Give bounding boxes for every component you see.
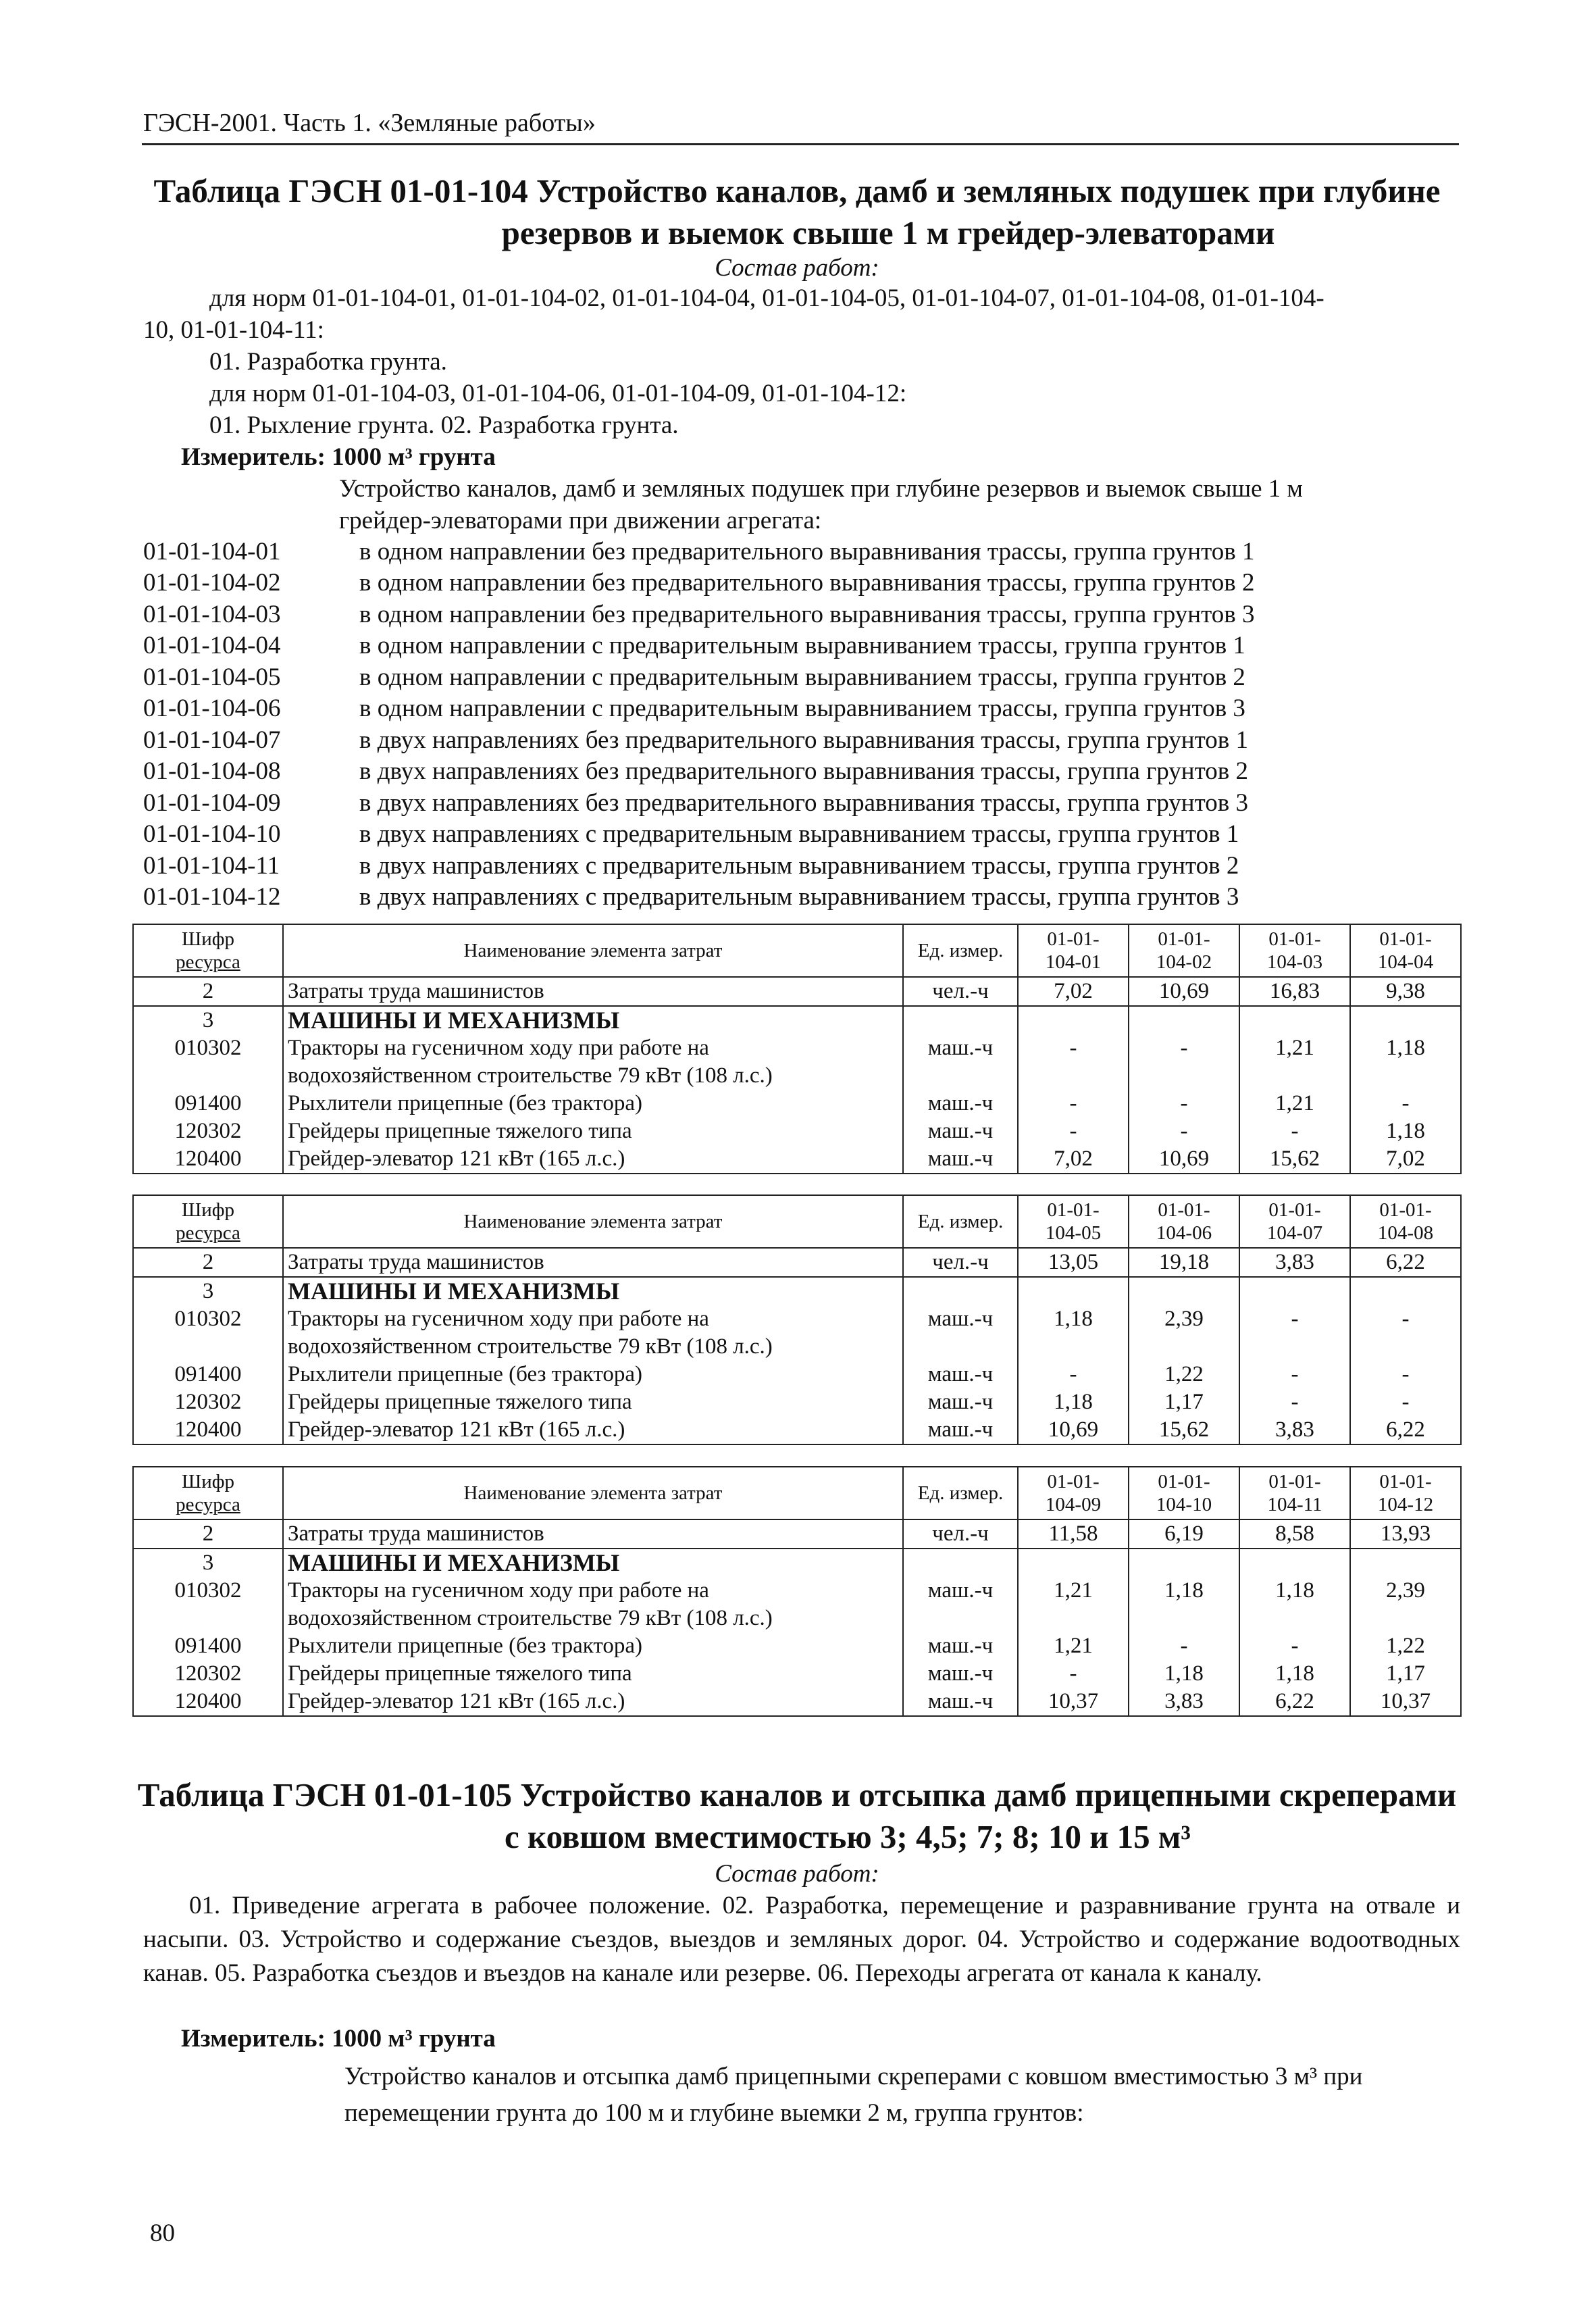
page-number: 80 <box>150 2219 175 2247</box>
header-shifr <box>133 1195 283 1248</box>
composition-line: 01. Разработка грунта. <box>209 348 447 376</box>
section-row <box>133 1277 1461 1305</box>
table-row <box>133 1519 1461 1549</box>
norm-description: в одном направлении с предварительным выравниванием трассы, группа грунтов 3 <box>359 695 1245 723</box>
row-value: 3,83 <box>1239 1248 1350 1277</box>
header-norm-code <box>1350 1467 1461 1519</box>
table-104-title-line2: резервов и выемок свыше 1 м грейдер-элеваторами <box>501 214 1275 251</box>
norm-code: 01-01-104-07 <box>143 726 281 754</box>
header-shifr <box>133 924 283 977</box>
row-name <box>283 1388 903 1416</box>
header-norm-code-line: 104-05 <box>1045 1222 1102 1244</box>
norm-description: в одном направлении без предварительного выравнивания трассы, группа грунтов 1 <box>359 537 1255 565</box>
header-shifr <box>133 1467 283 1519</box>
empty-cell <box>1018 1549 1129 1577</box>
header-shifr-line: Шифр <box>181 1471 235 1492</box>
table-row <box>133 1688 1461 1716</box>
row-unit: маш.-ч <box>903 1632 1018 1660</box>
row-value: 10,69 <box>1129 1145 1239 1174</box>
row-unit: маш.-ч <box>903 1034 1018 1090</box>
row-value: 1,22 <box>1350 1632 1461 1660</box>
row-value: 1,17 <box>1350 1660 1461 1688</box>
row-unit: маш.-ч <box>903 1117 1018 1145</box>
table-row <box>133 1632 1461 1660</box>
norm-item <box>143 630 1460 662</box>
row-value: - <box>1129 1117 1239 1145</box>
row-value: 1,22 <box>1129 1361 1239 1388</box>
composition-paragraph <box>143 1889 1460 1990</box>
norm-item <box>143 693 1460 725</box>
table-row <box>133 1416 1461 1444</box>
row-value: - <box>1350 1388 1461 1416</box>
header-norm-code-line: 104-09 <box>1045 1494 1102 1515</box>
section-code: 3 <box>133 1277 283 1305</box>
row-value: 6,22 <box>1350 1248 1461 1277</box>
row-name <box>283 1577 903 1632</box>
row-name <box>283 1117 903 1145</box>
empty-cell <box>903 1006 1018 1034</box>
norm-description: в одном направлении с предварительным выравниванием трассы, группа грунтов 2 <box>359 663 1245 691</box>
norm-code: 01-01-104-04 <box>143 632 281 660</box>
row-value: - <box>1350 1305 1461 1361</box>
header-norm-code-line: 01-01- <box>1158 928 1210 950</box>
row-value: 7,02 <box>1018 1145 1129 1174</box>
norm-item <box>143 882 1460 913</box>
row-value: 1,18 <box>1350 1117 1461 1145</box>
row-name-line: Грейдер-элеватор 121 кВт (165 л.с.) <box>288 1417 625 1442</box>
row-value: 6,22 <box>1350 1416 1461 1444</box>
row-value: 15,62 <box>1239 1145 1350 1174</box>
row-value: 1,21 <box>1018 1632 1129 1660</box>
header-norm-code-line: 104-08 <box>1377 1222 1434 1244</box>
resource-table <box>132 924 1462 1174</box>
row-name <box>283 1305 903 1361</box>
row-unit: маш.-ч <box>903 1090 1018 1117</box>
row-name <box>283 1416 903 1444</box>
norm-code: 01-01-104-01 <box>143 537 281 565</box>
row-value: 10,69 <box>1129 977 1239 1006</box>
row-unit: маш.-ч <box>903 1388 1018 1416</box>
section-code: 3 <box>133 1006 283 1034</box>
header-unit: Ед. измер. <box>903 1467 1018 1519</box>
row-unit: чел.-ч <box>903 977 1018 1006</box>
header-name: Наименование элемента затрат <box>283 1467 903 1519</box>
norm-item <box>143 536 1460 568</box>
norm-code: 01-01-104-11 <box>143 851 280 880</box>
row-value: 10,69 <box>1018 1416 1129 1444</box>
header-norm-code-line: 104-10 <box>1156 1494 1212 1515</box>
header-name: Наименование элемента затрат <box>283 1195 903 1248</box>
header-shifr-line: ресурса <box>176 1222 240 1244</box>
norm-description: в двух направлениях с предварительным выравниванием трассы, группа грунтов 3 <box>359 883 1239 911</box>
header-norm-code-line: 104-01 <box>1045 951 1102 973</box>
norm-code: 01-01-104-12 <box>143 883 281 911</box>
row-unit: чел.-ч <box>903 1519 1018 1549</box>
table-header-row <box>133 1195 1461 1248</box>
row-code: 091400 <box>133 1090 283 1117</box>
row-value: - <box>1018 1117 1129 1145</box>
row-code: 2 <box>133 1519 283 1549</box>
header-norm-code <box>1239 924 1350 977</box>
norm-item <box>143 850 1460 882</box>
empty-cell <box>1239 1549 1350 1577</box>
row-value: - <box>1129 1632 1239 1660</box>
table-row <box>133 1090 1461 1117</box>
row-value: 7,02 <box>1018 977 1129 1006</box>
norm-code: 01-01-104-09 <box>143 788 281 817</box>
norm-item <box>143 787 1460 819</box>
norm-description: в двух направлениях без предварительного выравнивания трассы, группа грунтов 2 <box>359 757 1248 786</box>
row-unit: маш.-ч <box>903 1688 1018 1716</box>
row-value: 1,18 <box>1129 1660 1239 1688</box>
header-norm-code-line: 104-03 <box>1266 951 1323 973</box>
row-value: - <box>1239 1305 1350 1361</box>
row-value: - <box>1018 1660 1129 1688</box>
header-unit: Ед. измер. <box>903 1195 1018 1248</box>
row-value: - <box>1350 1090 1461 1117</box>
header-norm-code <box>1239 1467 1350 1519</box>
empty-cell <box>1018 1006 1129 1034</box>
row-value: 1,17 <box>1129 1388 1239 1416</box>
row-code: 2 <box>133 1248 283 1277</box>
composition-label: Состав работ: <box>715 254 879 282</box>
resource-table <box>132 1194 1462 1445</box>
table-105-title-line2: с ковшом вместимостью 3; 4,5; 7; 8; 10 и 15 м³ <box>504 1818 1191 1855</box>
row-code: 120400 <box>133 1416 283 1444</box>
intro-line: Устройство каналов и отсыпка дамб прицепными скреперами с ковшом вместимостью 3 м³ при <box>344 2063 1363 2090</box>
row-value: 16,83 <box>1239 977 1350 1006</box>
norm-item <box>143 599 1460 630</box>
header-norm-code <box>1018 1195 1129 1248</box>
header-norm-code-line: 104-06 <box>1156 1222 1212 1244</box>
table-row <box>133 977 1461 1006</box>
row-value: - <box>1129 1090 1239 1117</box>
row-value: 8,58 <box>1239 1519 1350 1549</box>
norm-item <box>143 661 1460 693</box>
row-value: 13,93 <box>1350 1519 1461 1549</box>
section-row <box>133 1006 1461 1034</box>
row-value: 3,83 <box>1129 1688 1239 1716</box>
table-row <box>133 1034 1461 1090</box>
table-105-title-line1: Таблица ГЭСН 01-01-105 Устройство каналов и отсыпка дамб прицепными скреперами <box>137 1776 1457 1813</box>
table-row <box>133 1117 1461 1145</box>
norm-code: 01-01-104-05 <box>143 663 281 691</box>
row-code: 120302 <box>133 1660 283 1688</box>
row-value: - <box>1350 1361 1461 1388</box>
row-name-line: Рыхлители прицепные (без трактора) <box>288 1091 642 1115</box>
table-row <box>133 1145 1461 1174</box>
row-value: 15,62 <box>1129 1416 1239 1444</box>
row-name-line: Грейдер-элеватор 121 кВт (165 л.с.) <box>288 1147 625 1171</box>
row-value: 1,18 <box>1018 1388 1129 1416</box>
table-row <box>133 1361 1461 1388</box>
row-value: - <box>1018 1361 1129 1388</box>
header-norm-code <box>1018 924 1129 977</box>
row-name-line: водохозяйственном строительстве 79 кВт (108 л.с.) <box>288 1334 773 1359</box>
table-row <box>133 1305 1461 1361</box>
row-value: - <box>1239 1117 1350 1145</box>
row-unit: маш.-ч <box>903 1416 1018 1444</box>
norm-item <box>143 568 1460 599</box>
header-norm-code <box>1239 1195 1350 1248</box>
header-norm-code-line: 104-04 <box>1377 951 1434 973</box>
row-name: Затраты труда машинистов <box>283 1248 903 1277</box>
norm-item <box>143 819 1460 851</box>
row-code: 010302 <box>133 1305 283 1361</box>
section-row <box>133 1549 1461 1577</box>
empty-cell <box>1018 1277 1129 1305</box>
row-code: 010302 <box>133 1034 283 1090</box>
row-name-line: водохозяйственном строительстве 79 кВт (108 л.с.) <box>288 1606 773 1630</box>
row-name-line: Грейдеры прицепные тяжелого типа <box>288 1119 632 1143</box>
table-105-title <box>135 1774 1459 1858</box>
row-value: 7,02 <box>1350 1145 1461 1174</box>
row-name-line: Рыхлители прицепные (без трактора) <box>288 1634 642 1658</box>
header-norm-code-line: 01-01- <box>1379 1471 1432 1492</box>
row-name-line: Грейдеры прицепные тяжелого типа <box>288 1661 632 1686</box>
row-value: 2,39 <box>1129 1305 1239 1361</box>
row-value: 1,18 <box>1239 1577 1350 1632</box>
row-value: 13,05 <box>1018 1248 1129 1277</box>
composition-line: для норм 01-01-104-03, 01-01-104-06, 01-01-104-09, 01-01-104-12: <box>209 380 907 407</box>
table-row <box>133 1248 1461 1277</box>
norm-description: в двух направлениях с предварительным выравниванием трассы, группа грунтов 2 <box>359 851 1239 880</box>
row-unit: чел.-ч <box>903 1248 1018 1277</box>
composition-label: Состав работ: <box>715 1860 879 1888</box>
row-value: 9,38 <box>1350 977 1461 1006</box>
header-norm-code-line: 01-01- <box>1158 1471 1210 1492</box>
header-norm-code-line: 104-12 <box>1377 1494 1434 1515</box>
row-unit: маш.-ч <box>903 1305 1018 1361</box>
header-norm-code-line: 104-02 <box>1156 951 1212 973</box>
measure-unit: Измеритель: 1000 м³ грунта <box>181 2025 496 2053</box>
row-name <box>283 1660 903 1688</box>
norm-description: в одном направлении без предварительного выравнивания трассы, группа грунтов 2 <box>359 569 1255 597</box>
row-unit: маш.-ч <box>903 1660 1018 1688</box>
row-name-line: Тракторы на гусеничном ходу при работе на <box>288 1578 709 1603</box>
row-value: 1,18 <box>1350 1034 1461 1090</box>
table-row <box>133 1660 1461 1688</box>
row-name <box>283 1688 903 1716</box>
header-norm-code-line: 01-01- <box>1158 1199 1210 1221</box>
table-row <box>133 1577 1461 1632</box>
row-name-line: Грейдер-элеватор 121 кВт (165 л.с.) <box>288 1689 625 1713</box>
row-code: 120400 <box>133 1688 283 1716</box>
row-name-line: водохозяйственном строительстве 79 кВт (108 л.с.) <box>288 1063 773 1088</box>
norm-code: 01-01-104-03 <box>143 600 281 628</box>
norm-description: в двух направлениях без предварительного выравнивания трассы, группа грунтов 1 <box>359 726 1248 754</box>
composition-line: для норм 01-01-104-01, 01-01-104-02, 01-01-104-04, 01-01-104-05, 01-01-104-07, 01-01-104-08, 01-01-104- <box>209 284 1324 312</box>
norm-code: 01-01-104-08 <box>143 757 281 786</box>
row-code: 091400 <box>133 1361 283 1388</box>
table-row <box>133 1388 1461 1416</box>
empty-cell <box>1350 1277 1461 1305</box>
header-norm-code-line: 01-01- <box>1047 1471 1100 1492</box>
row-value: 6,22 <box>1239 1688 1350 1716</box>
empty-cell <box>1350 1006 1461 1034</box>
composition-line: 01. Рыхление грунта. 02. Разработка грунта. <box>209 411 679 439</box>
empty-cell <box>903 1277 1018 1305</box>
norm-code: 01-01-104-02 <box>143 569 281 597</box>
row-value: 1,18 <box>1018 1305 1129 1361</box>
table-104-title-line1: Таблица ГЭСН 01-01-104 Устройство каналов, дамб и земляных подушек при глубине <box>153 172 1441 209</box>
section-name: МАШИНЫ И МЕХАНИЗМЫ <box>283 1277 903 1305</box>
row-code: 120302 <box>133 1388 283 1416</box>
empty-cell <box>1129 1006 1239 1034</box>
row-value: - <box>1018 1090 1129 1117</box>
header-norm-code-line: 01-01- <box>1379 1199 1432 1221</box>
row-value: 1,21 <box>1239 1090 1350 1117</box>
row-value: - <box>1239 1632 1350 1660</box>
row-name <box>283 1145 903 1174</box>
row-unit: маш.-ч <box>903 1577 1018 1632</box>
row-value: - <box>1018 1034 1129 1090</box>
row-value: 11,58 <box>1018 1519 1129 1549</box>
header-norm-code-line: 01-01- <box>1268 1199 1321 1221</box>
norm-item <box>143 724 1460 756</box>
empty-cell <box>1239 1006 1350 1034</box>
header-norm-code-line: 104-07 <box>1266 1222 1323 1244</box>
header-shifr-line: ресурса <box>176 951 240 973</box>
section-name: МАШИНЫ И МЕХАНИЗМЫ <box>283 1006 903 1034</box>
header-norm-code-line: 104-11 <box>1267 1494 1322 1515</box>
empty-cell <box>903 1549 1018 1577</box>
header-norm-code <box>1350 1195 1461 1248</box>
norm-item <box>143 756 1460 788</box>
section-name: МАШИНЫ И МЕХАНИЗМЫ <box>283 1549 903 1577</box>
table-header-row <box>133 924 1461 977</box>
resource-table <box>132 1466 1462 1717</box>
row-name: Затраты труда машинистов <box>283 1519 903 1549</box>
running-header: ГЭСН-2001. Часть 1. «Земляные работы» <box>143 109 596 137</box>
row-code: 2 <box>133 977 283 1006</box>
row-value: 1,18 <box>1129 1577 1239 1632</box>
row-code: 091400 <box>133 1632 283 1660</box>
table-header-row <box>133 1467 1461 1519</box>
row-name-line: Тракторы на гусеничном ходу при работе на <box>288 1036 709 1060</box>
header-norm-code-line: 01-01- <box>1379 928 1432 950</box>
header-norm-code <box>1129 924 1239 977</box>
row-name-line: Тракторы на гусеничном ходу при работе на <box>288 1307 709 1331</box>
header-norm-code-line: 01-01- <box>1047 1199 1100 1221</box>
header-norm-code-line: 01-01- <box>1047 928 1100 950</box>
header-norm-code-line: 01-01- <box>1268 1471 1321 1492</box>
row-code: 120302 <box>133 1117 283 1145</box>
header-norm-code <box>1129 1467 1239 1519</box>
row-value: 3,83 <box>1239 1416 1350 1444</box>
header-norm-code-line: 01-01- <box>1268 928 1321 950</box>
empty-cell <box>1129 1277 1239 1305</box>
empty-cell <box>1239 1277 1350 1305</box>
row-value: 1,21 <box>1018 1577 1129 1632</box>
row-name <box>283 1361 903 1388</box>
section-code: 3 <box>133 1549 283 1577</box>
row-code: 010302 <box>133 1577 283 1632</box>
header-norm-code <box>1018 1467 1129 1519</box>
norm-list <box>143 536 1460 913</box>
row-name <box>283 1632 903 1660</box>
norm-code: 01-01-104-06 <box>143 695 281 723</box>
row-value: 19,18 <box>1129 1248 1239 1277</box>
header-norm-code <box>1129 1195 1239 1248</box>
header-unit: Ед. измер. <box>903 924 1018 977</box>
row-value: - <box>1239 1388 1350 1416</box>
row-unit: маш.-ч <box>903 1145 1018 1174</box>
row-name-line: Грейдеры прицепные тяжелого типа <box>288 1390 632 1414</box>
table-104-title <box>135 170 1459 254</box>
row-name <box>283 1034 903 1090</box>
composition-text: 01. Приведение агрегата в рабочее положение. 02. Разработка, перемещение и разравнивание грунта на отвале и насыпи. 03. Устройство и содержание съездов, выездов и земляных дорог. 04. Устройство и содержание водоотводных канав. 05. Разработка съездов и въездов на канале или резерве. 06. Переходы агрегата от канала к каналу. <box>143 1892 1460 1987</box>
intro-line: перемещении грунта до 100 м и глубине выемки 2 м, группа грунтов: <box>344 2099 1084 2127</box>
composition-line: 10, 01-01-104-11: <box>143 316 324 344</box>
row-code: 120400 <box>133 1145 283 1174</box>
row-value: 10,37 <box>1350 1688 1461 1716</box>
norm-description: в одном направлении без предварительного выравнивания трассы, группа грунтов 3 <box>359 600 1255 628</box>
header-shifr-line: ресурса <box>176 1494 240 1515</box>
measure-unit: Измеритель: 1000 м³ грунта <box>181 443 496 471</box>
row-unit: маш.-ч <box>903 1361 1018 1388</box>
header-shifr-line: Шифр <box>181 1199 235 1221</box>
row-name: Затраты труда машинистов <box>283 977 903 1006</box>
norm-description: в одном направлении с предварительным выравниванием трассы, группа грунтов 1 <box>359 632 1245 660</box>
row-name <box>283 1090 903 1117</box>
header-name: Наименование элемента затрат <box>283 924 903 977</box>
row-name-line: Рыхлители прицепные (без трактора) <box>288 1362 642 1386</box>
norm-description: в двух направлениях с предварительным выравниванием трассы, группа грунтов 1 <box>359 820 1239 849</box>
row-value: 10,37 <box>1018 1688 1129 1716</box>
header-rule <box>142 143 1459 145</box>
header-shifr-line: Шифр <box>181 928 235 950</box>
norm-code: 01-01-104-10 <box>143 820 281 849</box>
row-value: 2,39 <box>1350 1577 1461 1632</box>
empty-cell <box>1350 1549 1461 1577</box>
header-norm-code <box>1350 924 1461 977</box>
row-value: 1,21 <box>1239 1034 1350 1090</box>
empty-cell <box>1129 1549 1239 1577</box>
norm-description: в двух направлениях без предварительного выравнивания трассы, группа грунтов 3 <box>359 788 1248 817</box>
intro-line: грейдер-элеваторами при движении агрегата: <box>339 507 822 534</box>
intro-line: Устройство каналов, дамб и земляных подушек при глубине резервов и выемок свыше 1 м <box>339 475 1303 503</box>
row-value: 6,19 <box>1129 1519 1239 1549</box>
row-value: - <box>1129 1034 1239 1090</box>
row-value: - <box>1239 1361 1350 1388</box>
row-value: 1,18 <box>1239 1660 1350 1688</box>
